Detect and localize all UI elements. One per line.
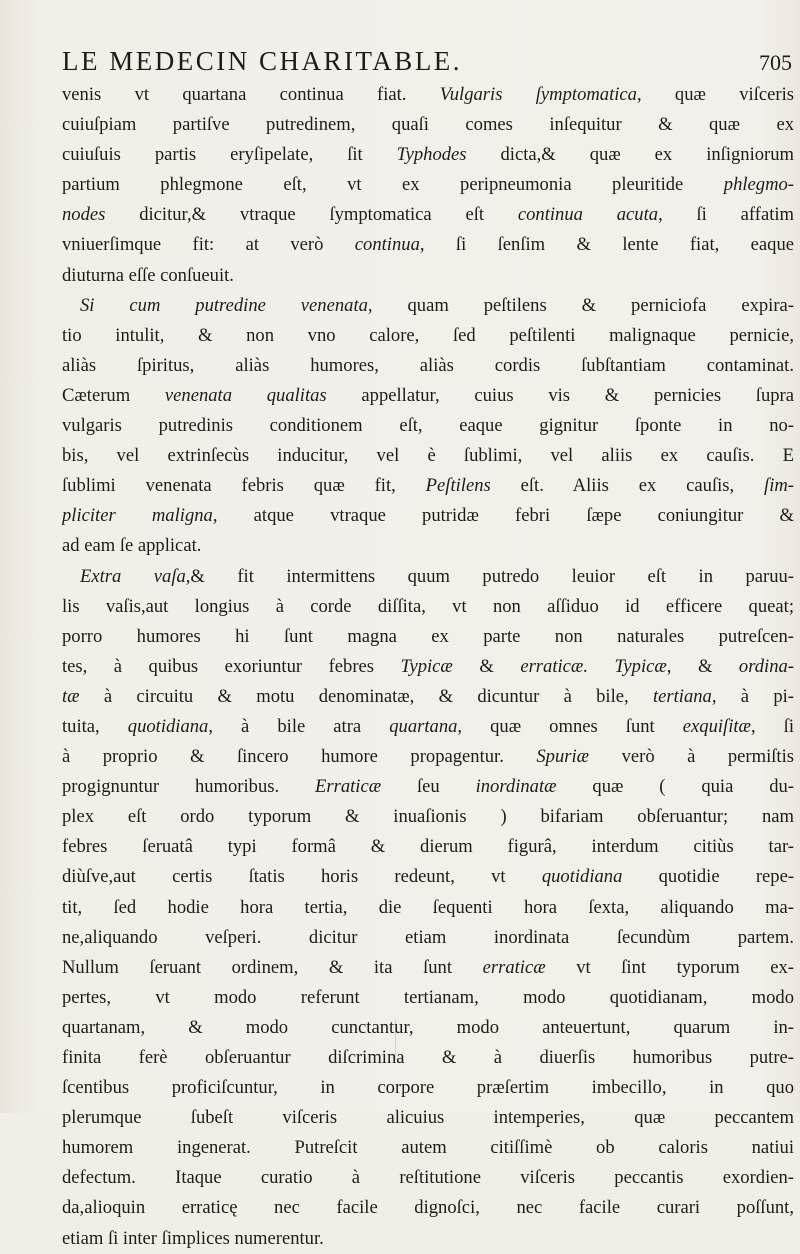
italic-text: quotidiana [541, 866, 623, 888]
text-run: pertes, vt modo referunt tertianam, modo quotidianam, modo [62, 986, 794, 1008]
text-line [62, 562, 794, 592]
text-run: , & [666, 655, 739, 677]
text-run: partium phlegmone eſt, vt ex peripneumonia pleuritide [62, 174, 724, 196]
text-line [62, 802, 794, 832]
italic-text: Spuriæ [536, 746, 590, 768]
text-line [62, 712, 794, 742]
italic-text: tertiana [652, 685, 712, 707]
text-run: plex eſt ordo typorum & inuaſionis ) bifariam obſeruantur; nam [62, 806, 794, 828]
text-run: progignuntur humoribus. [62, 776, 316, 798]
italic-text: inordinatæ [475, 776, 557, 798]
text-line [62, 1043, 794, 1073]
text-line [62, 1103, 794, 1133]
text-line [62, 261, 794, 291]
text-line [62, 170, 794, 200]
italic-text: erraticæ. Typicæ [520, 655, 667, 677]
text-run: etiam ſi inter ſimplices numerentur. [62, 1227, 324, 1249]
italic-text: erraticæ [482, 956, 546, 978]
text-run: à circuitu & motu denominatæ, & dicuntur à bile, [79, 685, 653, 707]
text-run: , quæ omnes ſunt [457, 715, 683, 737]
text-line [62, 381, 794, 411]
text-line [62, 291, 794, 321]
text-run: ,& fit intermittens quum putredo leuior eſt in paruu- [185, 565, 794, 587]
text-line [62, 953, 794, 983]
text-run: humorem ingenerat. Putreſcit autem citiſſimè ob caloris natiui [62, 1137, 794, 1159]
text-run: Cæterum [62, 384, 165, 406]
text-run: à proprio & ſincero humore propagentur. [62, 746, 537, 768]
text-line [62, 1133, 794, 1163]
italic-text: exquiſitæ [682, 715, 751, 737]
text-line [62, 411, 794, 441]
italic-text: Extra vaſa [80, 565, 186, 587]
italic-text: phlegmo- [723, 174, 794, 196]
text-run: cuiuſuis partis eryſipelate, ſit [62, 144, 397, 166]
text-run: Nullum ſeruant ordinem, & ita ſunt [62, 956, 483, 978]
text-line [62, 742, 794, 772]
text-line [62, 230, 794, 260]
italic-text: Typhodes [396, 144, 467, 166]
italic-text: Typicæ [400, 655, 453, 677]
text-run: aliàs ſpiritus, aliàs humores, aliàs cordis ſubſtantiam contaminat. [62, 354, 794, 376]
italic-text: pliciter maligna [62, 505, 213, 527]
text-run: verò à permiſtis [589, 746, 794, 768]
text-run: finita ferè obſeruantur diſcrimina & à diuerſis humoribus putre- [62, 1047, 794, 1068]
italic-text: continua [354, 234, 420, 256]
text-line [62, 893, 794, 923]
text-line [62, 441, 794, 471]
text-run: tit, ſed hodie hora tertia, die ſequenti hora ſexta, aliquando ma- [62, 896, 794, 918]
text-run: tio intulit, & non vno calore, ſed peſtilenti malignaque pernicie, [62, 324, 794, 346]
text-run: quæ ( quia du- [556, 776, 794, 798]
italic-text: ſim- [764, 475, 794, 497]
text-line [62, 862, 794, 892]
text-line [62, 1193, 794, 1223]
text-run: diuturna eſſe conſueuit. [62, 264, 234, 286]
text-line [62, 772, 794, 802]
text-run: lis vaſis,aut longius à corde diſſita, vt non aſſiduo id efficere queat; [62, 595, 794, 617]
italic-text: Si cum putredine venenata [80, 294, 368, 316]
text-line [62, 80, 794, 110]
text-line [62, 622, 794, 652]
text-run: , ſi [750, 715, 794, 737]
italic-text: quotidiana [127, 715, 209, 737]
text-line [62, 501, 794, 531]
text-run: tuita, [62, 715, 128, 737]
text-line [62, 531, 794, 561]
italic-text: Vulgaris ſymptomatica [439, 84, 637, 105]
text-run: ſublimi venenata febris quæ fit, [62, 475, 426, 497]
running-title: LE MEDECIN CHARITABLE. [62, 46, 463, 76]
italic-text: tæ [62, 685, 80, 707]
italic-text: nodes [62, 204, 106, 226]
text-run: venis vt quartana continua fiat. [62, 84, 440, 105]
text-line [62, 832, 794, 862]
text-run: vniuerſimque fit: at verò [62, 234, 355, 256]
text-line [62, 321, 794, 351]
text-run: dicitur,& vtraque ſymptomatica eſt [105, 204, 518, 226]
italic-text: Peſtilens [425, 475, 491, 497]
text-run: defectum. Itaque curatio à reſtitutione viſceris peccantis exordien- [62, 1167, 794, 1189]
text-line [62, 592, 794, 622]
text-run: appellatur, cuius vis & pernicies ſupra [326, 384, 794, 406]
text-line [62, 471, 794, 501]
text-run: vt ſint typorum ex- [545, 956, 794, 978]
text-run: vulgaris putredinis conditionem eſt, eaque gignitur ſponte in no- [62, 415, 794, 437]
text-run: ne,aliquando veſperi. dicitur etiam inordinata ſecundùm partem. [62, 926, 794, 948]
text-run: , à bile atra [208, 715, 390, 737]
paper-mark [395, 1020, 412, 1060]
text-run: diùſve,aut certis ſtatis horis redeunt, vt [62, 866, 542, 888]
text-run: ad eam ſe applicat. [62, 535, 202, 557]
text-run: , ſi affatim [658, 204, 794, 226]
italic-text: venenata qualitas [164, 384, 327, 406]
text-run: cuiuſpiam partiſve putredinem, quaſi comes inſequitur & quæ ex [62, 114, 794, 136]
text-line [62, 652, 794, 682]
text-line [62, 983, 794, 1013]
text-run: eſt. Aliis ex cauſis, [490, 475, 765, 497]
text-line [62, 351, 794, 381]
text-run: , quam peſtilens & perniciofa expira- [367, 294, 794, 316]
text-run: ſeu [381, 776, 476, 798]
text-run: porro humores hi ſunt magna ex parte non naturales putreſcen- [62, 625, 794, 647]
text-line [62, 1073, 794, 1103]
text-run: bis, vel extrinſecùs inducitur, vel è ſublimi, vel aliis ex cauſis. E [62, 445, 794, 467]
text-line [62, 200, 794, 230]
text-line [62, 1163, 794, 1193]
body-text [62, 80, 794, 1254]
text-run: dicta,& quæ ex inſigniorum [466, 144, 794, 166]
text-run: quotidie repe- [622, 866, 794, 888]
text-run: , ſi ſenſim & lente fiat, eaque [419, 234, 794, 256]
text-run: , à pi- [711, 685, 794, 707]
text-line [62, 110, 794, 140]
text-line [62, 682, 794, 712]
text-run: tes, à quibus exoriuntur febres [62, 655, 401, 677]
text-run: quartanam, & modo cunctantur, modo anteuertunt, quarum in- [62, 1016, 794, 1038]
text-run: & [452, 655, 521, 677]
italic-text: ordina- [738, 655, 794, 677]
text-run: , quæ viſceris [636, 84, 794, 105]
text-line [62, 1224, 794, 1254]
text-run: febres ſeruatâ typi formâ & dierum figurâ, interdum citiùs tar- [62, 836, 794, 858]
text-run: da,alioquin erraticę nec facile dignoſci, nec facile curari poſſunt, [62, 1197, 794, 1219]
text-run: ſcentibus proficiſcuntur, in corpore præſertim imbecillo, in quo [62, 1077, 794, 1099]
italic-text: continua acuta [517, 204, 659, 226]
text-line [62, 140, 794, 170]
italic-text: Erraticæ [315, 776, 382, 798]
text-line [62, 1013, 794, 1043]
text-run: plerumque ſubeſt viſceris alicuius intemperies, quæ peccantem [62, 1107, 794, 1129]
text-line [62, 923, 794, 953]
italic-text: quartana [389, 715, 458, 737]
text-run: , atque vtraque putridæ febri ſæpe coniungitur & [212, 505, 794, 527]
page-number: 705 [759, 50, 792, 75]
